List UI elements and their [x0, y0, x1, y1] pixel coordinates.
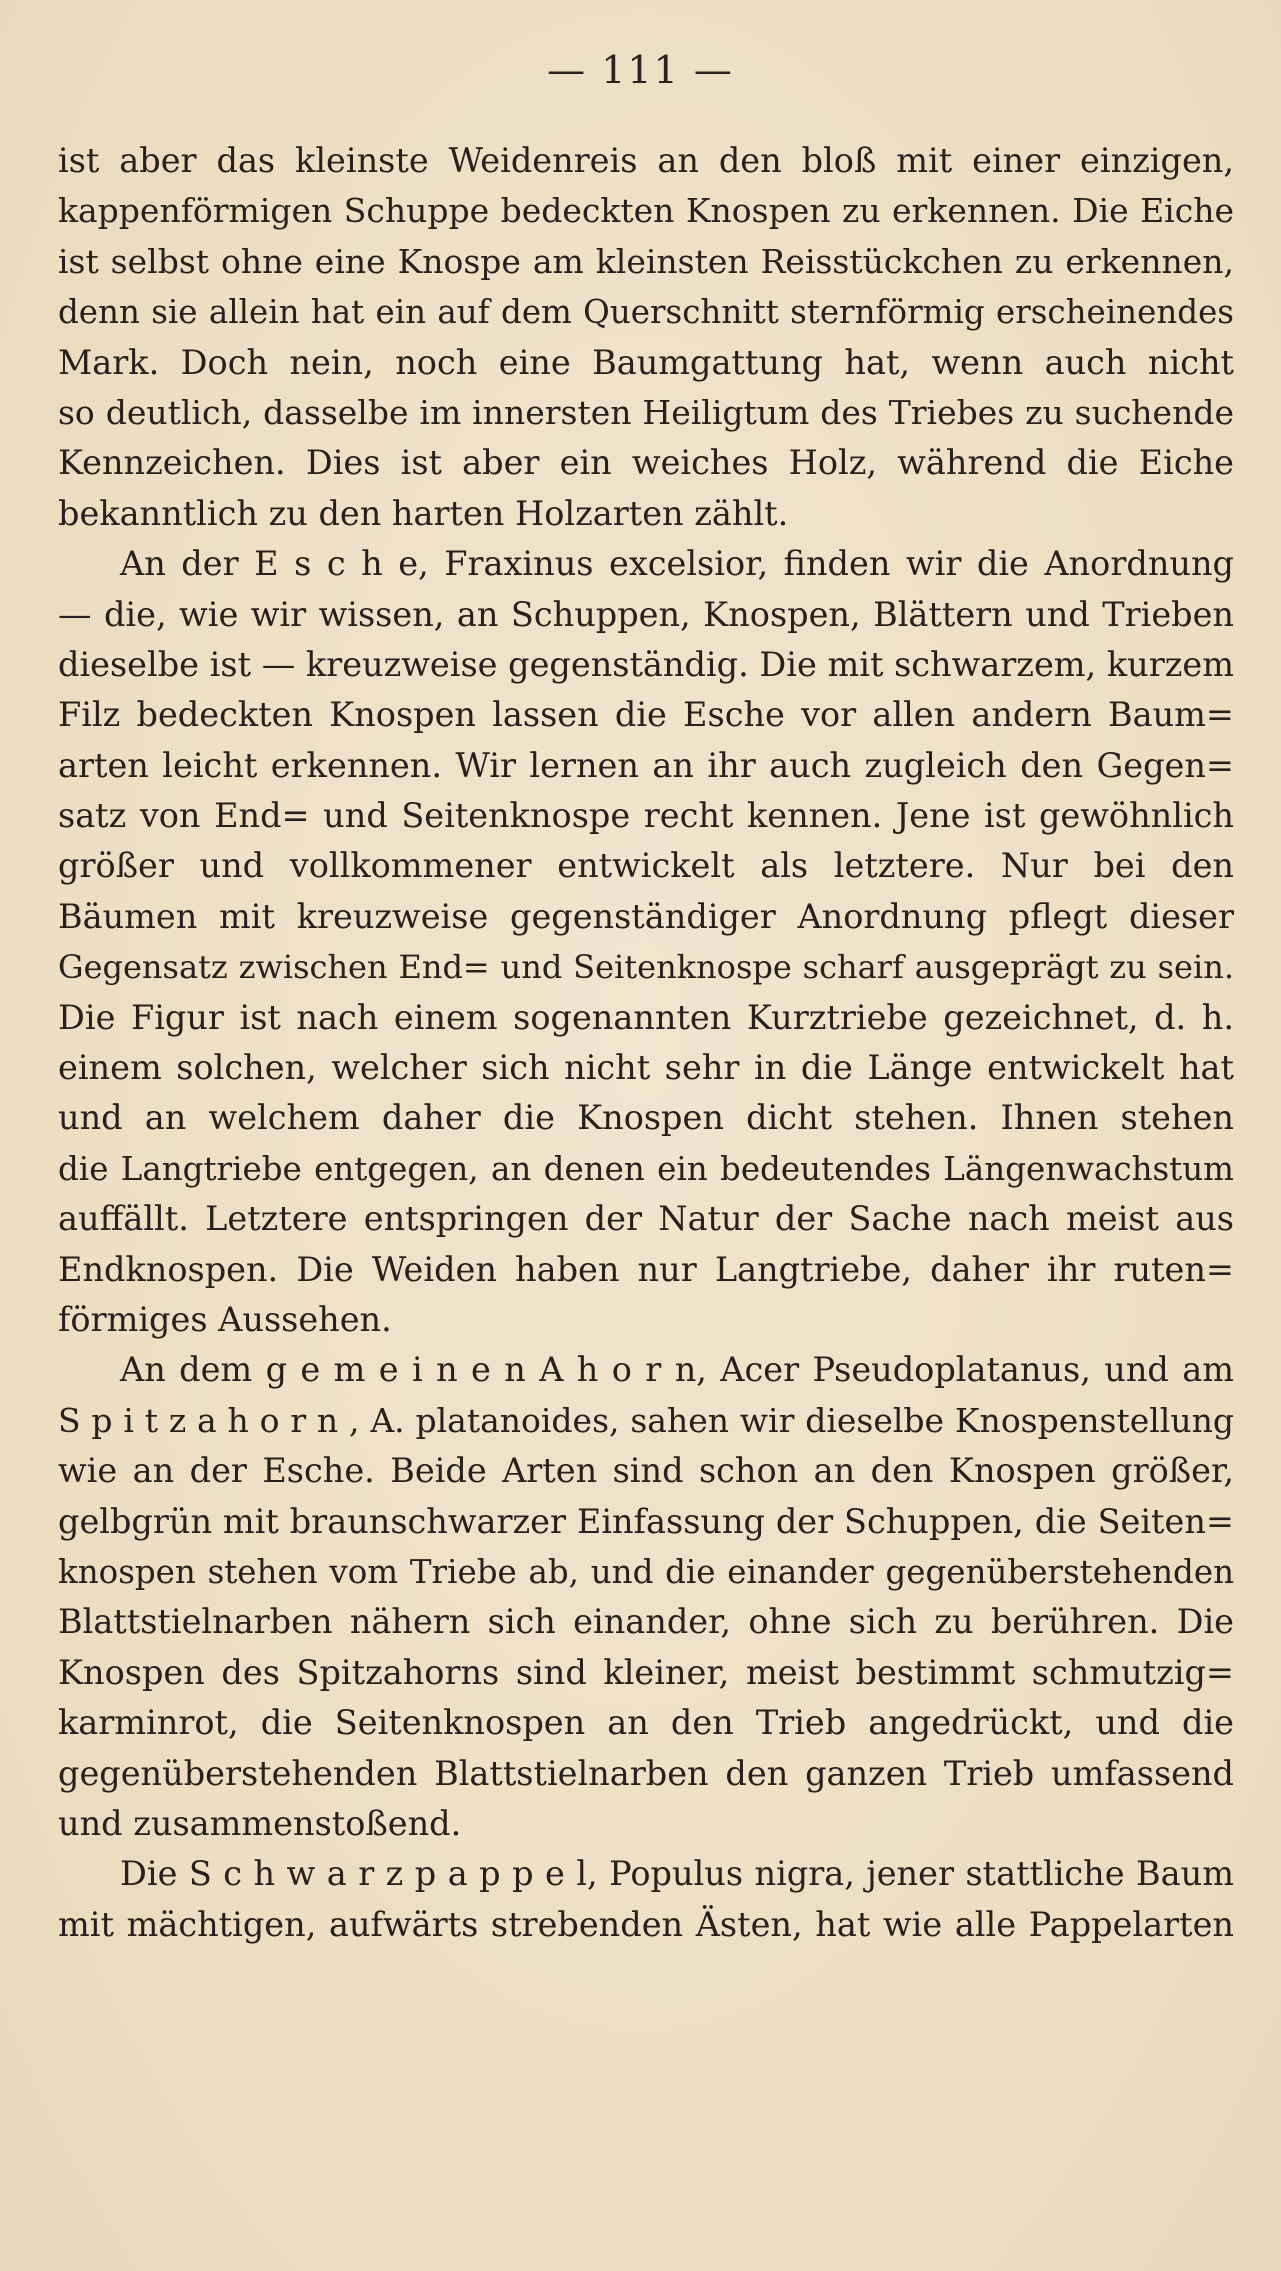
- text-line: bekanntlich zu den harten Holzarten zählt.: [58, 493, 789, 533]
- text-line: denn sie allein hat ein auf dem Querschnitt sternförmig erscheinendes: [58, 293, 1234, 332]
- text-line: — die, wie wir wissen, an Schuppen, Knospen, Blättern und Trieben: [58, 594, 1234, 634]
- text-line: förmiges Aussehen.: [58, 1299, 392, 1339]
- paragraph-3: [58, 1345, 1234, 1849]
- text-line: An der E s c h e, Fraxinus excelsior, finden wir die Anordnung: [120, 544, 1234, 584]
- paragraph-4: [58, 1849, 1234, 1950]
- text-line: Knospen des Spitzahorns sind kleiner, meist bestimmt schmutzig=: [58, 1652, 1234, 1692]
- text-line: Kennzeichen. Dies ist aber ein weiches Holz, während die Eiche: [58, 443, 1234, 483]
- text-line: die Langtriebe entgegen, an denen ein bedeutendes Längenwachstum: [58, 1149, 1234, 1188]
- paragraph-2: [58, 539, 1234, 1345]
- page-number: — 111 —: [547, 48, 734, 92]
- text-line: so deutlich, dasselbe im innersten Heiligtum des Triebes zu suchende: [58, 392, 1234, 432]
- text-line: gelbgrün mit braunschwarzer Einfassung der Schuppen, die Seiten=: [58, 1501, 1234, 1541]
- text-line: mit mächtigen, aufwärts strebenden Ästen, hat wie alle Pappelarten: [58, 1904, 1234, 1944]
- text-line: gegenüberstehenden Blattstielnarben den ganzen Trieb umfassend: [58, 1753, 1234, 1793]
- text-line: wie an der Esche. Beide Arten sind schon an den Knospen größer,: [58, 1451, 1234, 1491]
- text-line: arten leicht erkennen. Wir lernen an ihr auch zugleich den Gegen=: [58, 745, 1234, 785]
- text-line: satz von End= und Seitenknospe recht kennen. Jene ist gewöhnlich: [58, 796, 1234, 836]
- text-line: ist selbst ohne eine Knospe am kleinsten Reisstückchen zu erkennen,: [58, 241, 1234, 281]
- text-line: und an welchem daher die Knospen dicht stehen. Ihnen stehen: [58, 1098, 1234, 1138]
- text-line: ist aber das kleinste Weidenreis an den bloß mit einer einzigen,: [58, 141, 1234, 180]
- text-line: einem solchen, welcher sich nicht sehr in die Länge entwickelt hat: [58, 1048, 1234, 1088]
- text-line: Mark. Doch nein, noch eine Baumgattung hat, wenn auch nicht: [58, 342, 1234, 382]
- text-line: und zusammenstoßend.: [58, 1803, 462, 1843]
- text-line: dieselbe ist — kreuzweise gegenständig. Die mit schwarzem, kurzem: [58, 644, 1234, 684]
- text-line: Blattstielnarben nähern sich einander, ohne sich zu berühren. Die: [58, 1602, 1234, 1642]
- text-line: Endknospen. Die Weiden haben nur Langtriebe, daher ihr ruten=: [58, 1249, 1234, 1289]
- text-line: Bäumen mit kreuzweise gegenständiger Anordnung pflegt dieser: [58, 896, 1234, 936]
- text-line: S p i t z a h o r n , A. platanoides, sahen wir dieselbe Knospenstellung: [58, 1400, 1234, 1440]
- text-line: Gegensatz zwischen End= und Seitenknospe scharf ausgeprägt zu sein.: [58, 948, 1234, 987]
- paragraph-1: [58, 136, 1234, 539]
- text-line: größer und vollkommener entwickelt als letztere. Nur bei den: [58, 846, 1234, 886]
- text-line: An dem g e m e i n e n A h o r n, Acer Pseudoplatanus, und am: [120, 1350, 1234, 1390]
- text-line: auffällt. Letztere entspringen der Natur der Sache nach meist aus: [58, 1199, 1234, 1239]
- body-text: [58, 136, 1234, 1950]
- text-line: karminrot, die Seitenknospen an den Trieb angedrückt, und die: [58, 1703, 1234, 1743]
- text-line: Filz bedeckten Knospen lassen die Esche vor allen andern Baum=: [58, 695, 1234, 735]
- text-line: kappenförmigen Schuppe bedeckten Knospen zu erkennen. Die Eiche: [58, 191, 1234, 231]
- text-line: knospen stehen vom Triebe ab, und die einander gegenüberstehenden: [58, 1552, 1234, 1591]
- text-line: Die Figur ist nach einem sogenannten Kurztriebe gezeichnet, d. h.: [58, 997, 1234, 1037]
- text-line: Die S c h w a r z p a p p e l, Populus nigra, jener stattliche Baum: [120, 1854, 1234, 1894]
